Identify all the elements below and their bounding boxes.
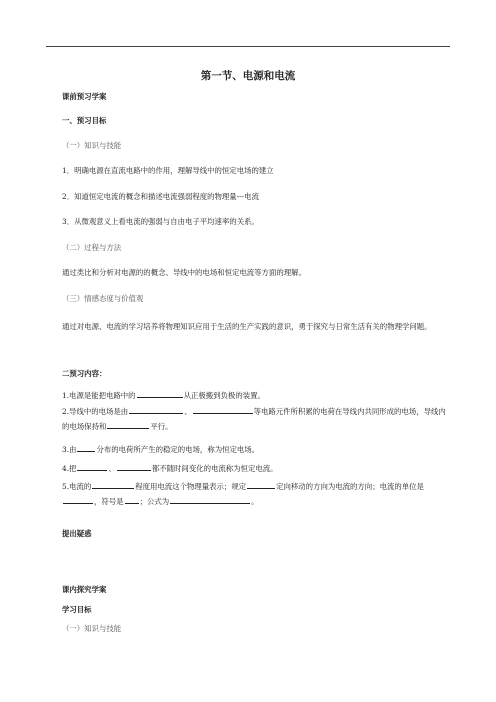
blank[interactable] (77, 443, 95, 452)
blank[interactable] (63, 495, 93, 504)
blank[interactable] (92, 480, 134, 489)
subheading-knowledge: （一）知识与技能 (62, 141, 122, 150)
question-5: 5.电流的 程度用电流这个物理量表示；规定 定向移动的方向为电流的方向；电流的单位是，符号是 ；公式为 。 (62, 482, 424, 506)
section-in-class: 课内探究学案 (62, 585, 107, 594)
page-title: 第一节、电源和电流 (200, 70, 296, 82)
question-1: 1.电源是能把电路中的 从正极搬到负极的装置。 (62, 391, 265, 400)
process-paragraph: 通过类比和分析对电源的的概念、导线中的电场和恒定电流等方面的理解。 (62, 268, 306, 277)
blank[interactable] (137, 389, 183, 398)
heading-goals: 一、预习目标 (62, 116, 107, 125)
header-rule (46, 46, 450, 47)
subheading-attitude: （三）情感态度与价值观 (62, 294, 144, 303)
blank[interactable] (129, 405, 183, 414)
blank[interactable] (117, 462, 151, 471)
blank[interactable] (193, 405, 253, 414)
attitude-paragraph: 通过对电源、电流的学习培养将物理知识应用于生活的生产实践的意识，勇于探究与日常生活有关的物理学问题。 (62, 322, 432, 331)
heading-doubts: 提出疑惑 (62, 529, 92, 538)
blank[interactable] (107, 420, 149, 429)
subheading-knowledge-2: （一）知识与技能 (62, 624, 122, 633)
heading-content: 二预习内容： (62, 369, 107, 378)
goal-item-3: 3．从微观意义上看电流的强弱与自由电子平均速率的关系。 (62, 217, 259, 226)
blank[interactable] (247, 480, 275, 489)
blank[interactable] (170, 495, 250, 504)
blank[interactable] (77, 462, 107, 471)
question-3: 3.由 分布的电荷所产生的稳定的电场，称为恒定电场。 (62, 445, 260, 454)
question-4: 4.把 、 都不随时间变化的电流称为恒定电流。 (62, 464, 278, 473)
blank[interactable] (125, 495, 139, 504)
question-2: 2.导线中的电场是由 、 等电路元件所积累的电荷在导线内共同形成的电场，导线内的电场保持和 平行。 (62, 407, 446, 431)
heading-learning-goals: 学习目标 (62, 605, 92, 614)
goal-item-1: 1．明确电源在直流电路中的作用，理解导线中的恒定电场的建立 (62, 166, 274, 175)
goal-item-2: 2．知道恒定电流的概念和描述电流强弱程度的物理量---电流 (62, 192, 259, 201)
subheading-process: （二）过程与方法 (62, 243, 122, 252)
section-pre-study: 课前预习学案 (62, 92, 107, 101)
